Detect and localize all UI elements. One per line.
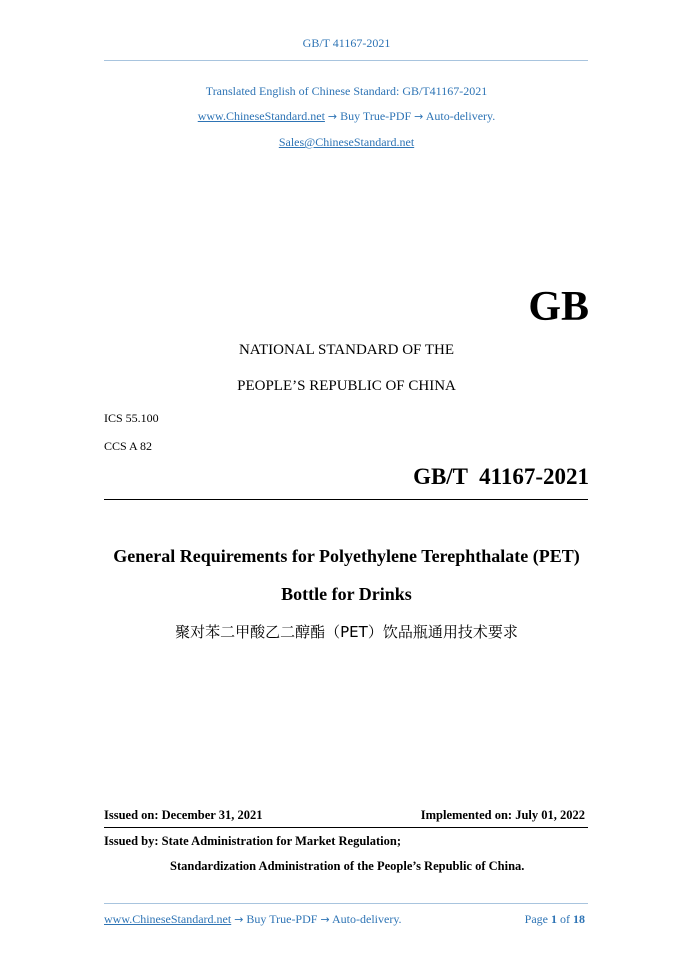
arrow-right-icon: → (234, 913, 244, 926)
document-title-line1: General Requirements for Polyethylene Terephthalate (PET) (113, 546, 580, 566)
ccs-code: CCS A 82 (104, 439, 153, 453)
arrow-right-icon: → (414, 110, 424, 123)
ics-code: ICS 55.100 (104, 411, 159, 425)
footer-site-link[interactable]: www.ChineseStandard.net (104, 912, 232, 926)
gb-logo: GB (528, 284, 589, 330)
issued-divider (104, 827, 588, 828)
document-title-line2: Bottle for Drinks (281, 584, 412, 604)
footer-buy-line (104, 912, 402, 927)
implemented-on: Implemented on: July 01, 2022 (420, 808, 585, 822)
page-current: 1 (551, 912, 557, 926)
arrow-right-icon: → (327, 110, 338, 123)
sales-line (0, 135, 693, 150)
auto-delivery-text: Auto-delivery. (425, 109, 496, 123)
header-divider (104, 60, 588, 61)
page-indicator (525, 912, 585, 927)
footer-buy-true-pdf-text: Buy True-PDF (246, 912, 318, 926)
title-divider (104, 499, 588, 500)
page-of-label: of (560, 912, 570, 926)
buy-true-pdf-text: Buy True-PDF (340, 109, 412, 123)
national-standard-line1: NATIONAL STANDARD OF THE (238, 342, 455, 358)
translation-notice: Translated English of Chinese Standard: GB/T41167-2021 (205, 84, 488, 98)
national-standard-line2: PEOPLE’S REPUBLIC OF CHINA (237, 378, 456, 394)
footer-divider (104, 903, 588, 904)
issued-on: Issued on: December 31, 2021 (104, 808, 263, 822)
footer-auto-delivery-text: Auto-delivery. (332, 912, 402, 926)
arrow-right-icon: → (320, 913, 330, 926)
page-total: 18 (573, 912, 585, 926)
page-label: Page (524, 912, 548, 926)
issued-by-line1: Issued by: State Administration for Market Regulation; (104, 834, 401, 848)
buy-line (0, 109, 693, 124)
standard-number: GB/T 41167-2021 (413, 464, 589, 489)
running-header-title: GB/T 41167-2021 (302, 36, 391, 50)
site-link[interactable]: www.ChineseStandard.net (197, 109, 325, 123)
chinese-title: 聚对苯二甲酸乙二醇酯（PET）饮品瓶通用技术要求 (175, 623, 518, 641)
issued-by-line2: Standardization Administration of the People’s Republic of China. (170, 859, 525, 873)
sales-email-link[interactable]: Sales@ChineseStandard.net (278, 135, 415, 149)
